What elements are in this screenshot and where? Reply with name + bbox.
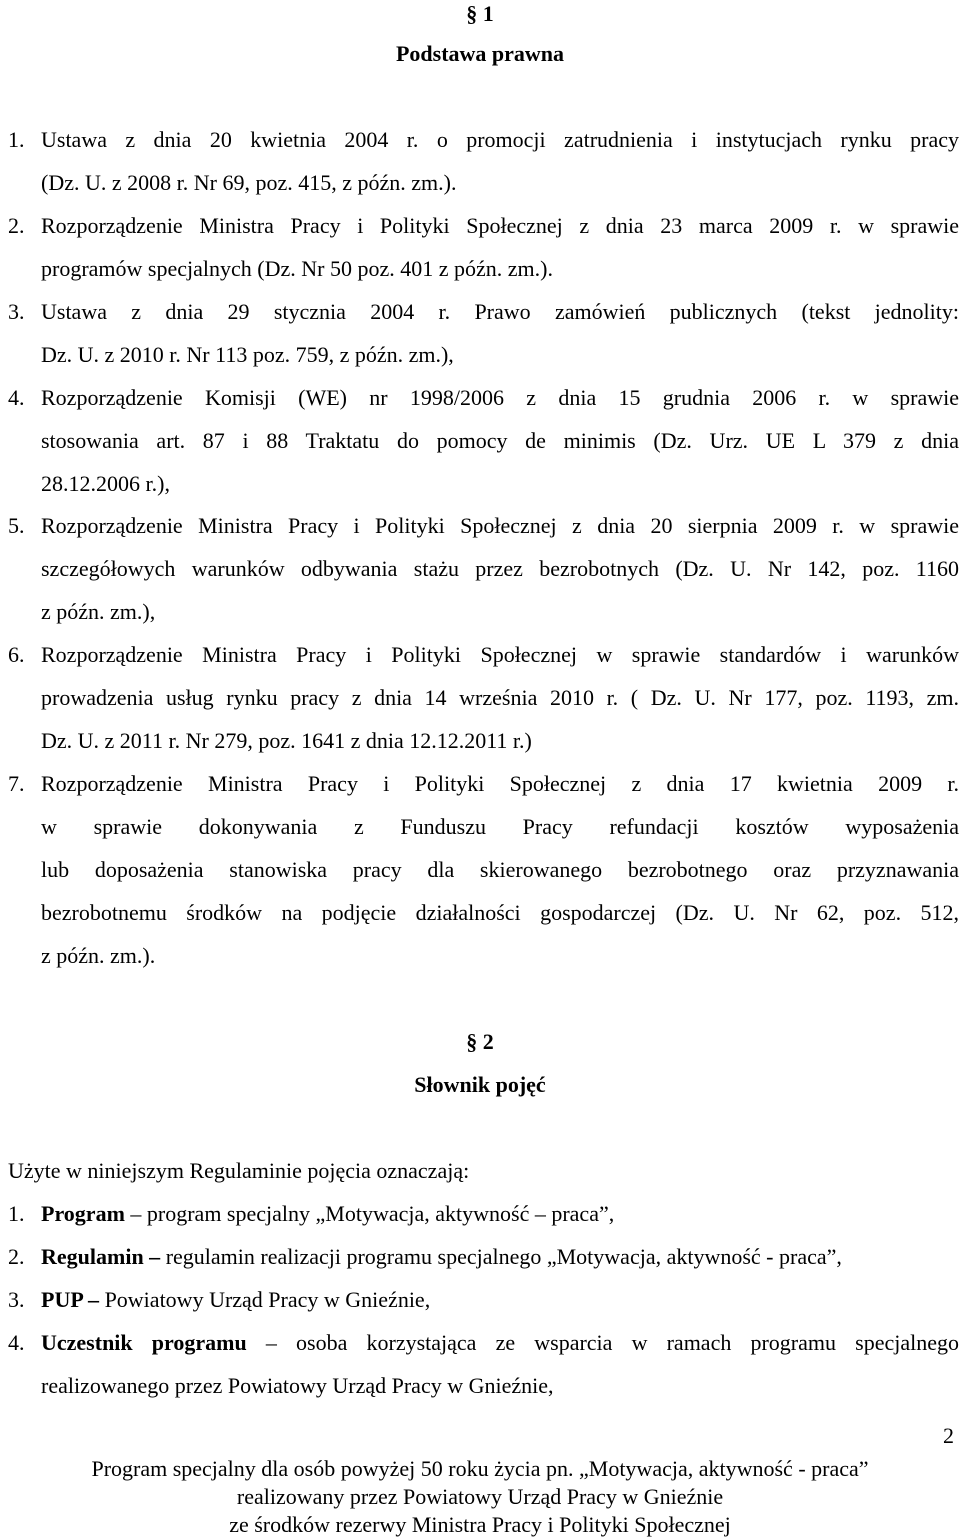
list-item-line: Ustawa z dnia 20 kwietnia 2004 r. o promocji zatrudnienia i instytucjach rynku pracy <box>41 127 959 152</box>
list-item-line: stosowania art. 87 i 88 Traktatu do pomocy de minimis (Dz. Urz. UE L 379 z dnia <box>41 428 959 453</box>
page-number: 2 <box>943 1423 954 1448</box>
section-title-1: Podstawa prawna <box>395 41 565 66</box>
section-sign-1: § 1 <box>466 1 494 26</box>
definition-text: Powiatowy Urząd Pracy w Gnieźnie, <box>99 1287 431 1312</box>
list-item-line: 28.12.2006 r.), <box>41 471 170 496</box>
definition-term: Program <box>41 1201 125 1226</box>
footer-line-3: ze środków rezerwy Ministra Pracy i Polityki Społecznej <box>229 1512 731 1537</box>
list-item-line: Dz. U. z 2010 r. Nr 113 poz. 759, z późn. zm.), <box>41 342 454 367</box>
definition-text: – osoba korzystająca ze wsparcia w ramach programu specjalnego <box>246 1330 959 1355</box>
definition-item <box>41 1201 614 1227</box>
footer-line-1: Program specjalny dla osób powyżej 50 roku życia pn. „Motywacja, aktywność - praca” <box>91 1456 869 1481</box>
list-item-line: lub doposażenia stanowiska pracy dla skierowanego bezrobotnego oraz przyznawania <box>41 857 959 882</box>
list-item-number: 2. <box>8 213 25 238</box>
list-item-line: Rozporządzenie Komisji (WE) nr 1998/2006 z dnia 15 grudnia 2006 r. w sprawie <box>41 385 959 410</box>
list-item-line: prowadzenia usług rynku pracy z dnia 14 września 2010 r. ( Dz. U. Nr 177, poz. 1193, zm. <box>41 685 959 710</box>
list-item-line: z późn. zm.), <box>41 599 156 624</box>
definition-text-continued: realizowanego przez Powiatowy Urząd Pracy w Gnieźnie, <box>41 1373 554 1398</box>
list-item-number: 7. <box>8 771 25 796</box>
section-intro: Użyte w niniejszym Regulaminie pojęcia oznaczają: <box>8 1158 470 1183</box>
list-item-line: (Dz. U. z 2008 r. Nr 69, poz. 415, z późn. zm.). <box>41 170 457 195</box>
list-item-number: 4. <box>8 385 25 410</box>
list-item-line: Rozporządzenie Ministra Pracy i Polityki Społecznej z dnia 17 kwietnia 2009 r. <box>41 771 959 796</box>
list-item-line: Rozporządzenie Ministra Pracy i Polityki Społecznej z dnia 23 marca 2009 r. w sprawie <box>41 213 959 238</box>
definition-number: 2. <box>8 1244 25 1269</box>
definition-number: 4. <box>8 1330 25 1355</box>
definition-number: 1. <box>8 1201 25 1226</box>
list-item-number: 1. <box>8 127 25 152</box>
list-item-line: szczegółowych warunków odbywania stażu przez bezrobotnych (Dz. U. Nr 142, poz. 1160 <box>41 556 959 581</box>
definition-text: regulamin realizacji programu specjalnego „Motywacja, aktywność - praca”, <box>160 1244 842 1269</box>
section-title-2: Słownik pojęć <box>414 1072 546 1097</box>
definition-item <box>41 1244 842 1270</box>
list-item-line: Rozporządzenie Ministra Pracy i Polityki Społecznej w sprawie standardów i warunków <box>41 642 959 667</box>
list-item-line: Ustawa z dnia 29 stycznia 2004 r. Prawo zamówień publicznych (tekst jednolity: <box>41 299 959 324</box>
list-item-number: 6. <box>8 642 25 667</box>
footer-line-2: realizowany przez Powiatowy Urząd Pracy w Gnieźnie <box>236 1484 724 1509</box>
definition-term: Uczestnik programu <box>41 1330 247 1355</box>
list-item-line: w sprawie dokonywania z Funduszu Pracy refundacji kosztów wyposażenia <box>41 814 959 839</box>
list-item-line: bezrobotnemu środków na podjęcie działalności gospodarczej (Dz. U. Nr 62, poz. 512, <box>41 900 959 925</box>
definition-text: – program specjalny „Motywacja, aktywność – praca”, <box>124 1201 615 1226</box>
definition-term: PUP – <box>41 1287 100 1312</box>
definition-item <box>41 1287 430 1313</box>
definition-term: Regulamin – <box>41 1244 161 1269</box>
list-item-line: Rozporządzenie Ministra Pracy i Polityki Społecznej z dnia 20 sierpnia 2009 r. w sprawie <box>41 513 959 538</box>
list-item-line: Dz. U. z 2011 r. Nr 279, poz. 1641 z dnia 12.12.2011 r.) <box>41 728 532 753</box>
definition-item <box>41 1330 959 1356</box>
list-item-number: 3. <box>8 299 25 324</box>
list-item-line: programów specjalnych (Dz. Nr 50 poz. 401 z późn. zm.). <box>41 256 553 281</box>
section-sign-2: § 2 <box>466 1029 494 1054</box>
list-item-number: 5. <box>8 513 25 538</box>
list-item-line: z późn. zm.). <box>41 943 156 968</box>
definition-number: 3. <box>8 1287 25 1312</box>
